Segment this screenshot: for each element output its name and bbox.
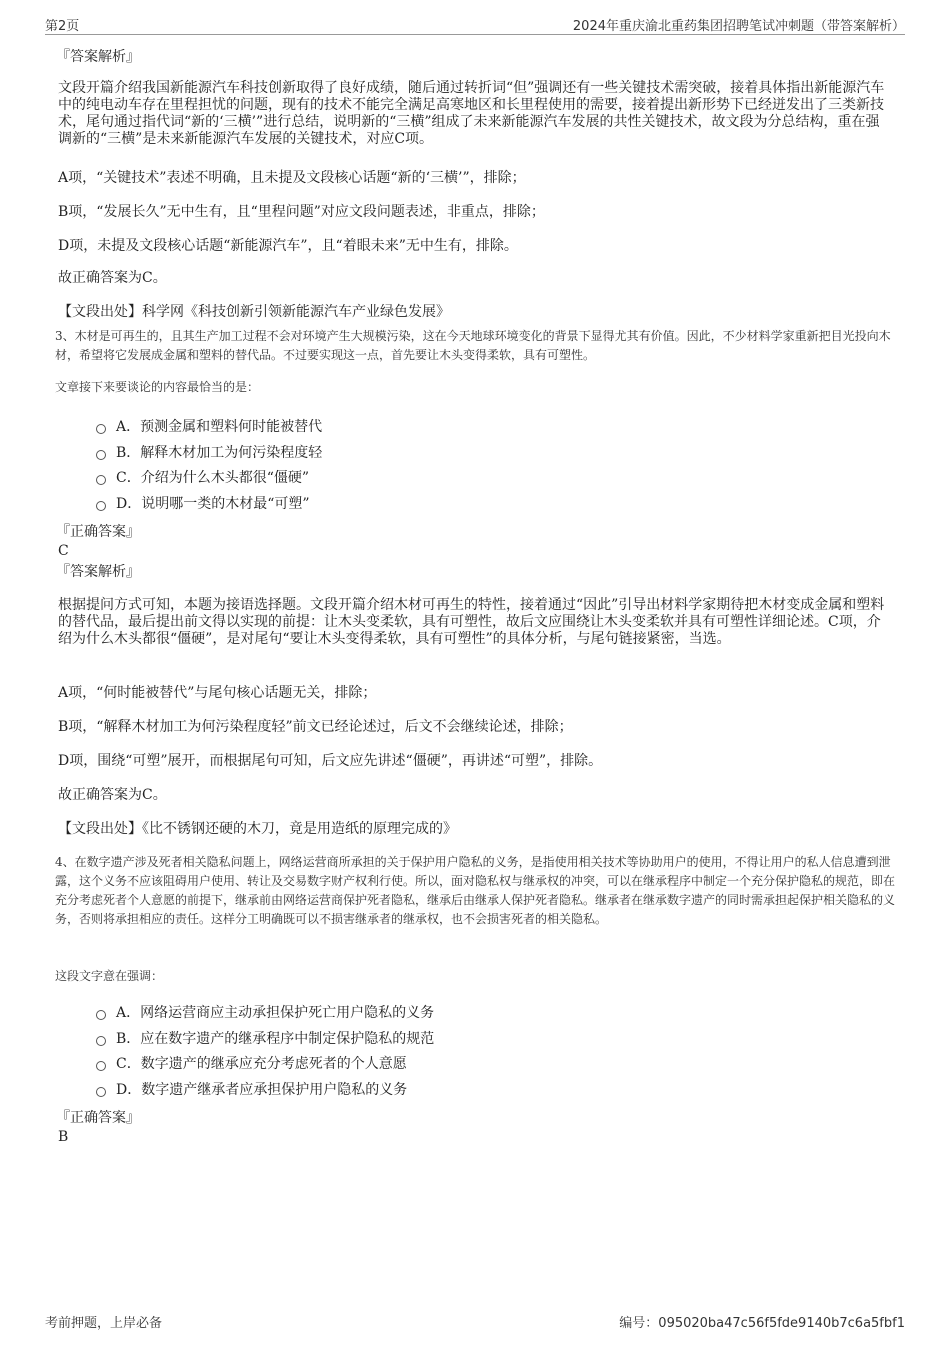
q2-item-d: D项，未提及文段核心话题“新能源汽车”，且“着眼未来”无中生有，排除。 bbox=[58, 238, 518, 254]
radio-icon[interactable] bbox=[96, 1036, 106, 1046]
q3-answer: C bbox=[58, 543, 69, 559]
q2-source: 【文段出处】科学网《科技创新引领新能源汽车产业绿色发展》 bbox=[58, 304, 450, 320]
q3-option-c[interactable] bbox=[96, 469, 309, 487]
radio-icon[interactable] bbox=[96, 424, 106, 434]
q3-option-b-label: B．解释木材加工为何污染程度轻 bbox=[116, 445, 323, 461]
q4-option-b-label: B．应在数字遗产的继承程序中制定保护隐私的规范 bbox=[116, 1031, 435, 1047]
q4-option-b[interactable] bbox=[96, 1030, 434, 1048]
document-id: 编号：095020ba47c56f5fde9140b7c6a5fbf1 bbox=[619, 1316, 905, 1331]
q3-option-d[interactable] bbox=[96, 495, 310, 513]
page-footer bbox=[45, 1310, 905, 1330]
page-number: 第2页 bbox=[45, 19, 80, 34]
q3-item-a: A项，“何时能被替代”与尾句核心话题无关，排除； bbox=[58, 685, 377, 701]
q3-conclusion: 故正确答案为C。 bbox=[58, 787, 167, 803]
q3-analysis-text: 根据提问方式可知，本题为接语选择题。文段开篇介绍木材可再生的特性，接着通过“因此”引导出材料学家期待把木材变成金属和塑料的替代品，最后提出前文得以实现的前提：让木头变柔软，具有可塑性，故后文应围绕让木头变柔软并具有可塑性详细论述。C项，介绍为什么木头都很“僵硬”，是对尾句“要让木头变得柔软，具有可塑性”的具体分析，与尾句链接紧密，当选。 bbox=[58, 597, 885, 647]
q4-question: 这段文字意在强调： bbox=[55, 969, 164, 983]
q3-answer-label: 『正确答案』 bbox=[56, 524, 140, 540]
q4-option-d-label: D．数字遗产继承者应承担保护用户隐私的义务 bbox=[116, 1082, 408, 1098]
radio-icon[interactable] bbox=[96, 450, 106, 460]
q4-option-d[interactable] bbox=[96, 1081, 407, 1099]
q4-answer-label: 『正确答案』 bbox=[56, 1110, 140, 1126]
q3-option-b[interactable] bbox=[96, 444, 322, 462]
q2-analysis-label: 『答案解析』 bbox=[56, 49, 140, 65]
q2-item-a: A项，“关键技术”表述不明确，且未提及文段核心话题“新的‘三横’”，排除； bbox=[58, 170, 526, 186]
q3-option-a-label: A．预测金属和塑料何时能被替代 bbox=[116, 419, 323, 435]
q3-question: 文章接下来要谈论的内容最恰当的是： bbox=[55, 380, 260, 394]
q3-source: 【文段出处】《比不锈钢还硬的木刀，竟是用造纸的原理完成的》 bbox=[58, 821, 457, 837]
q3-option-c-label: C．介绍为什么木头都很“僵硬” bbox=[116, 470, 310, 486]
q2-analysis-text: 文段开篇介绍我国新能源汽车科技创新取得了良好成绩，随后通过转折词“但”强调还有一些关键技术需突破，接着具体指出新能源汽车中的纯电动车存在里程担忧的问题，现有的技术不能完全满足高寒地区和长里程使用的需要，接着提出新形势下已经迸发出了三类新技术，尾句通过指代词“新的‘三横’”进行总结，说明新的“三横”组成了未来新能源汽车发展的共性关键技术，故文段为分总结构，重在强调新的“三横”是未来新能源汽车发展的关键技术，对应C项。 bbox=[58, 80, 885, 147]
q4-answer: B bbox=[58, 1129, 69, 1145]
footer-slogan: 考前押题，上岸必备 bbox=[45, 1316, 163, 1331]
q3-item-b: B项，“解释木材加工为何污染程度轻”前文已经论述过，后文不会继续论述，排除； bbox=[58, 719, 573, 735]
q4-option-a-label: A．网络运营商应主动承担保护死亡用户隐私的义务 bbox=[116, 1005, 435, 1021]
q3-stem: 3、木材是可再生的，且其生产加工过程不会对环境产生大规模污染，这在今天地球环境变化的背景下显得尤其有价值。因此，不少材料学家重新把目光投向木材，希望将它发展成金属和塑料的替代品。不过要实现这一点，首先要让木头变得柔软，具有可塑性。 bbox=[55, 329, 891, 362]
radio-icon[interactable] bbox=[96, 1010, 106, 1020]
radio-icon[interactable] bbox=[96, 1087, 106, 1097]
q3-item-d: D项，围绕“可塑”展开，而根据尾句可知，后文应先讲述“僵硬”，再讲述“可塑”，排除。 bbox=[58, 753, 603, 769]
document-title: 2024年重庆渝北重药集团招聘笔试冲刺题（带答案解析） bbox=[572, 19, 905, 34]
radio-icon[interactable] bbox=[96, 501, 106, 511]
q3-analysis-label: 『答案解析』 bbox=[56, 564, 140, 580]
q4-option-a[interactable] bbox=[96, 1004, 434, 1022]
radio-icon[interactable] bbox=[96, 475, 106, 485]
q2-item-b: B项，“发展长久”无中生有，且“里程问题”对应文段问题表述，非重点，排除； bbox=[58, 204, 545, 220]
q4-option-c-label: C．数字遗产的继承应充分考虑死者的个人意愿 bbox=[116, 1056, 407, 1072]
q4-option-c[interactable] bbox=[96, 1055, 407, 1073]
page-header bbox=[45, 12, 905, 35]
q3-option-d-label: D．说明哪一类的木材最“可塑” bbox=[116, 496, 310, 512]
q4-stem: 4、在数字遗产涉及死者相关隐私问题上，网络运营商所承担的关于保护用户隐私的义务，是指使用相关技术等协助用户的使用，不得让用户的私人信息遭到泄露，这个义务不应该阻碍用户使用、转让及交易数字财产权利行使。所以，面对隐私权与继承权的冲突，可以在继承程序中制定一个充分保护隐私的规范，即在充分考虑死者个人意愿的前提下，继承前由网络运营商保护死者隐私，继承后由继承人保护死者隐私。继承者在继承数字遗产的同时需承担起保护相关隐私的义务，否则将承担相应的责任。这样分工明确既可以不损害继承者的继承权，也不会损害死者的相关隐私。 bbox=[55, 855, 896, 926]
q2-conclusion: 故正确答案为C。 bbox=[58, 270, 167, 286]
radio-icon[interactable] bbox=[96, 1061, 106, 1071]
q3-option-a[interactable] bbox=[96, 418, 322, 436]
